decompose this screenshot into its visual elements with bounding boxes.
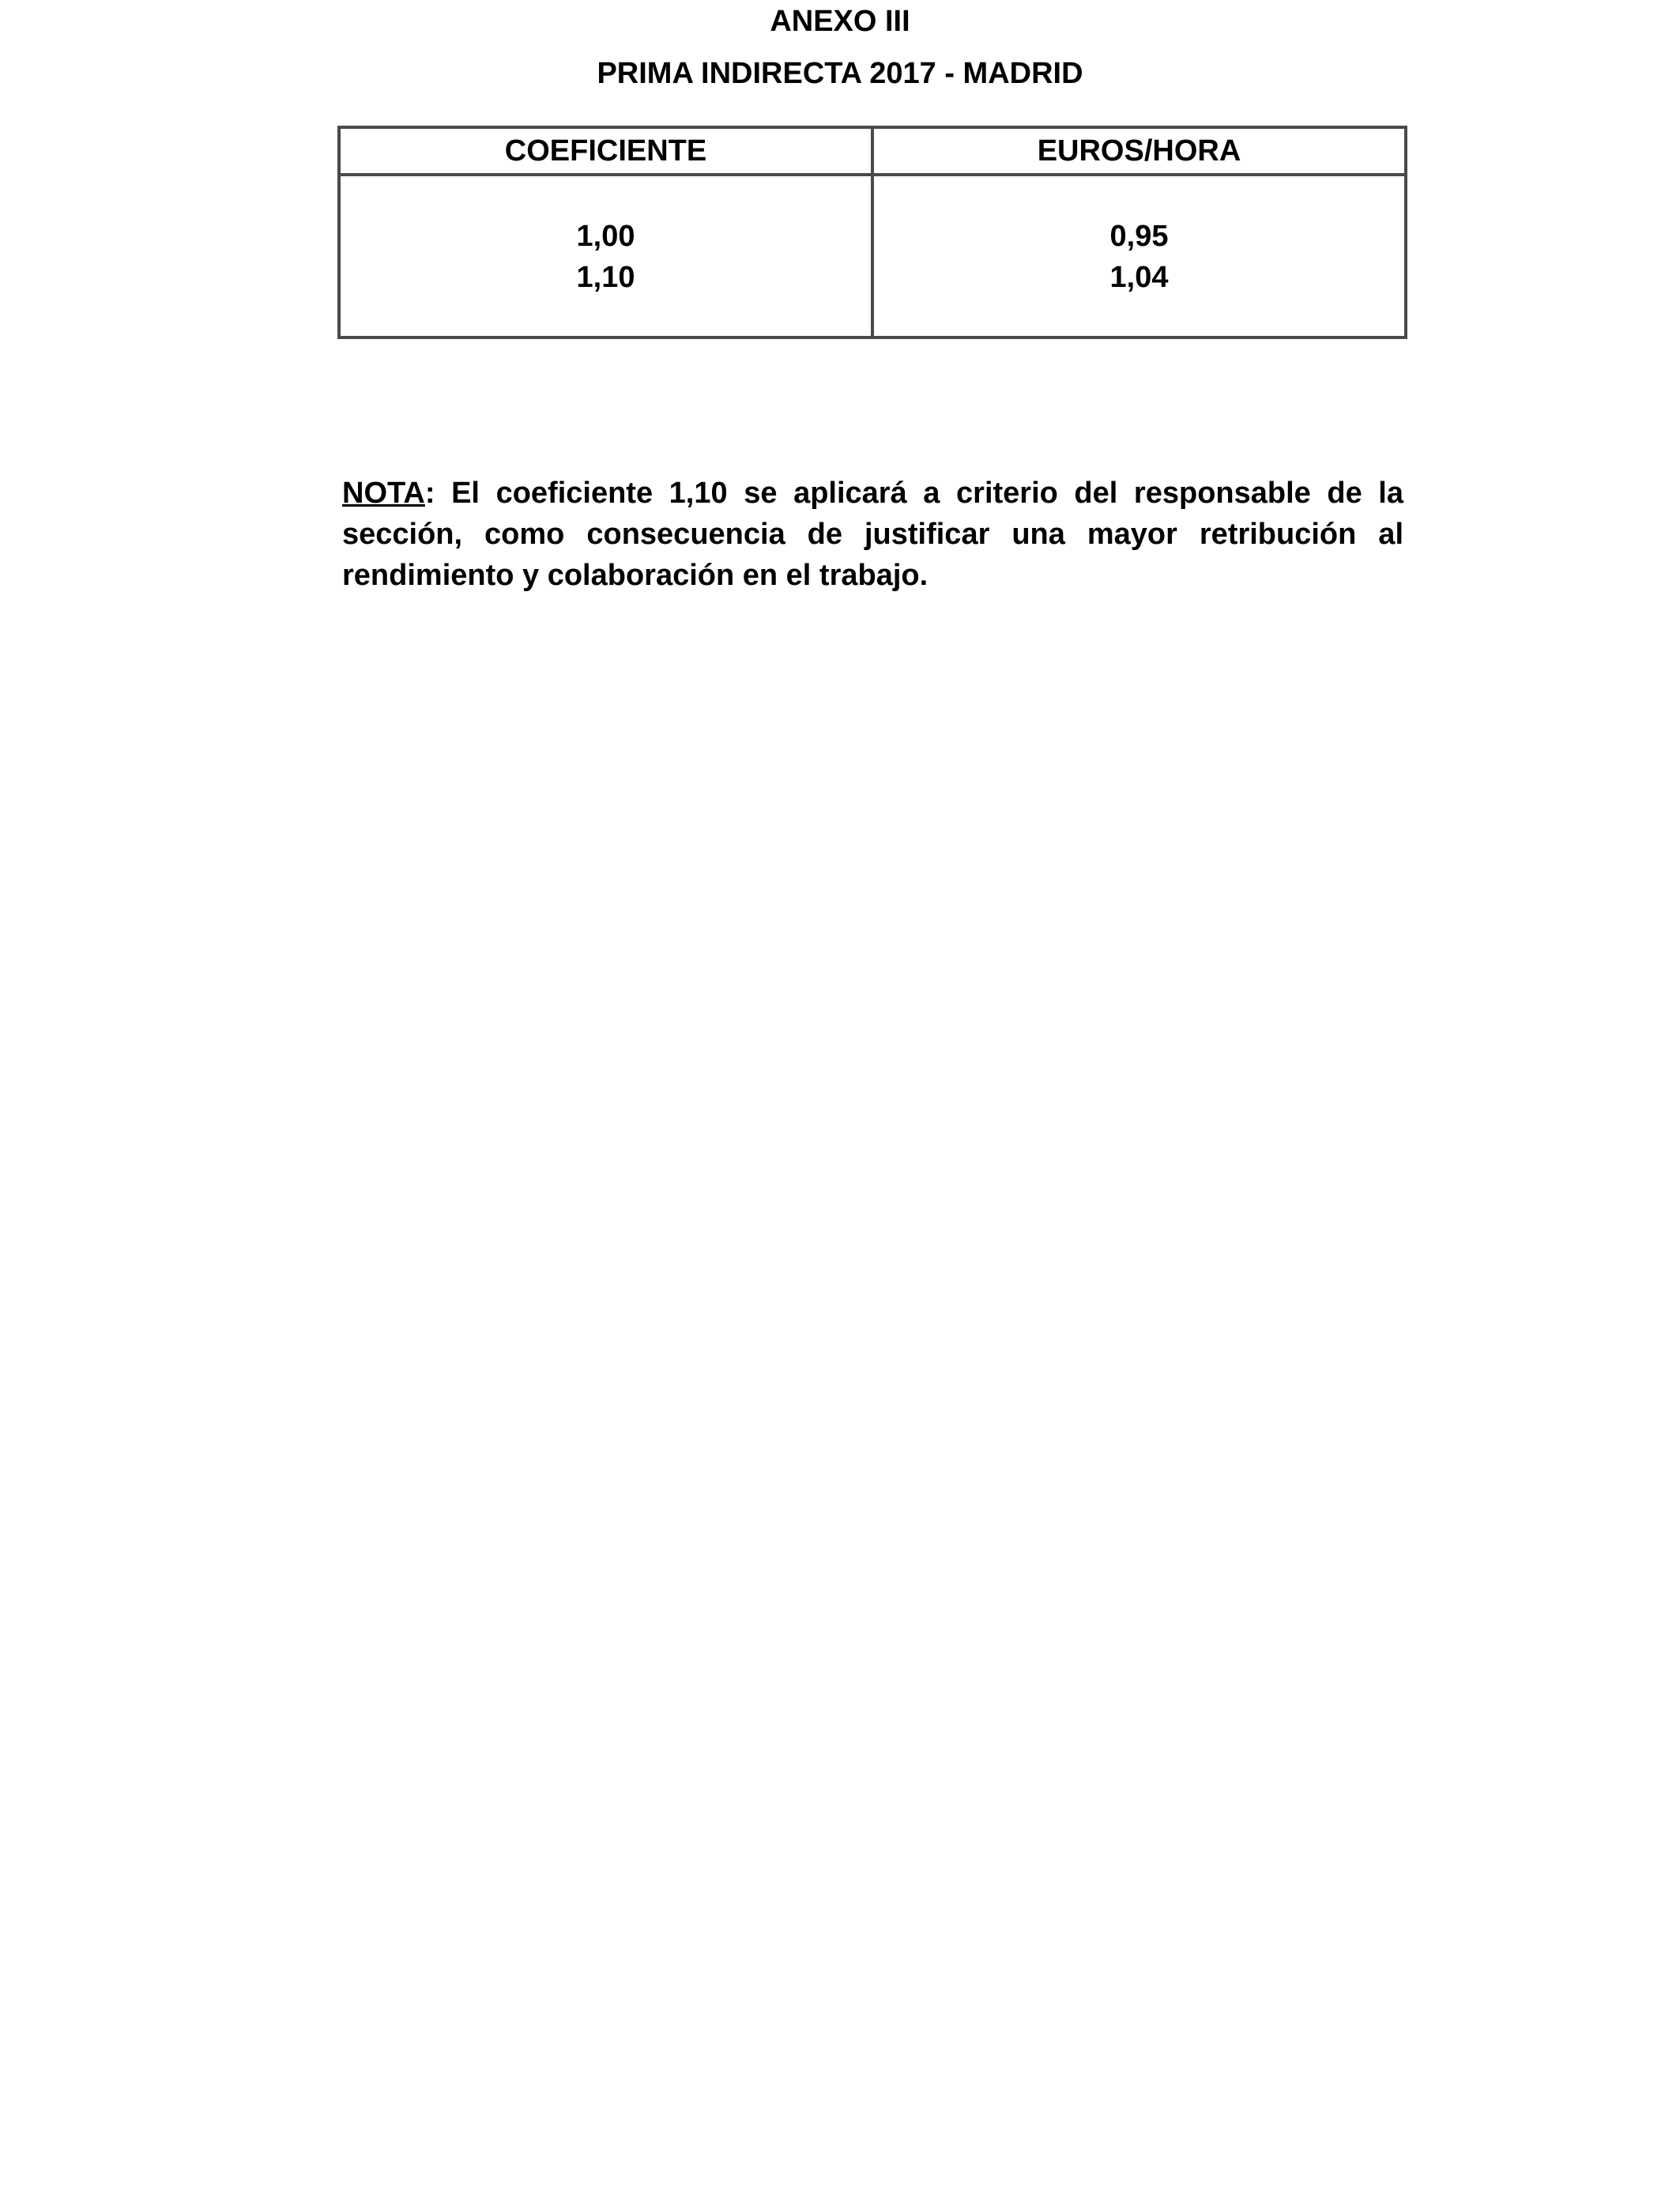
coeficiente-cell [339, 175, 872, 337]
table-row [339, 175, 1406, 337]
annex-title: ANEXO III [770, 5, 910, 38]
coeficiente-value: 1,00 [576, 220, 635, 253]
note-label: NOTA [342, 477, 425, 510]
euros-hora-cell [872, 175, 1406, 337]
note-text: El coeficiente 1,10 se aplicará a criterio del responsable de la sección, como consecuencia de justificar una mayor retribución al rendimiento y colaboración en el trabajo. [342, 477, 1403, 592]
euros-hora-value: 0,95 [1109, 220, 1169, 253]
note-paragraph [342, 473, 1403, 596]
rates-table [337, 126, 1407, 339]
rates-table-container [337, 126, 1407, 339]
note-separator: : [424, 477, 435, 510]
column-header-euros-hora: EUROS/HORA [872, 127, 1406, 175]
page-title: PRIMA INDIRECTA 2017 - MADRID [597, 57, 1083, 90]
coeficiente-value: 1,10 [576, 261, 635, 294]
euros-hora-value: 1,04 [1109, 261, 1169, 294]
table-header-row [339, 127, 1406, 175]
column-header-coeficiente: COEFICIENTE [339, 127, 872, 175]
